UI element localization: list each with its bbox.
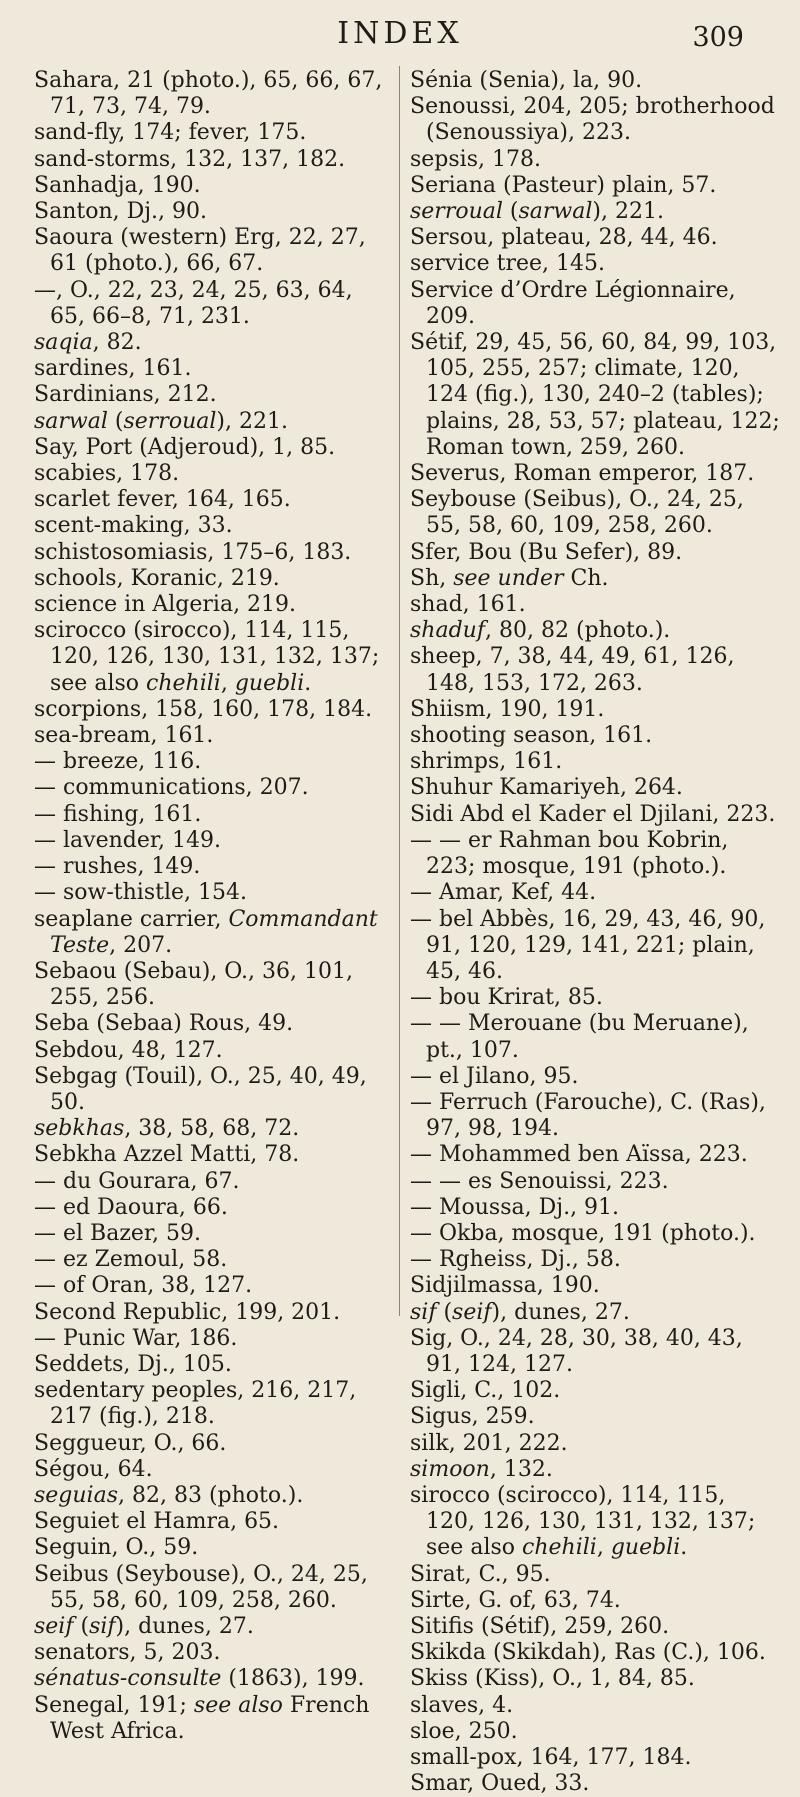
page-header [0, 12, 800, 56]
index-entry: Saoura (western) Erg, 22, 27, 61 (photo.), 66, 67. [34, 225, 366, 277]
index-entry: scent-making, 33. [34, 513, 233, 539]
index-entry: slaves, 4. [410, 1692, 514, 1718]
index-entry: sand-storms, 132, 137, 182. [34, 146, 346, 172]
index-entry: silk, 201, 222. [410, 1430, 568, 1456]
index-entry: Seibus (Seybouse), O., 24, 25, 55, 58, 60, 109, 258, 260. [34, 1561, 368, 1613]
index-entry: Sfer, Bou (Bu Sefer), 89. [410, 539, 683, 565]
index-entry: sloe, 250. [410, 1718, 518, 1744]
index-entry: Sebkha Azzel Matti, 78. [34, 1142, 300, 1168]
index-entry: Severus, Roman emperor, 187. [410, 461, 755, 487]
index-entry: sif (seif), dunes, 27. [410, 1299, 630, 1325]
index-entry: sheep, 7, 38, 44, 49, 61, 126, 148, 153, 172, 263. [410, 644, 735, 696]
index-entry: Santon, Dj., 90. [34, 199, 208, 225]
index-entry: Sidi Abd el Kader el Djilani, 223. [410, 801, 776, 827]
index-entry: sea-bream, 161. [34, 723, 214, 749]
page-number: 309 [692, 22, 744, 53]
index-entry: — breeze, 116. [34, 749, 202, 775]
index-entry: Sahara, 21 (photo.), 65, 66, 67, 71, 73, 74, 79. [34, 68, 383, 120]
index-entry: senators, 5, 203. [34, 1640, 221, 1666]
column-divider [399, 66, 400, 1316]
index-entry: shrimps, 161. [410, 749, 563, 775]
index-entry: sedentary peoples, 216, 217, 217 (fig.), 218. [34, 1378, 357, 1430]
index-entry: Seybouse (Seibus), O., 24, 25, 55, 58, 60, 109, 258, 260. [410, 487, 744, 539]
index-entry: sebkhas, 38, 58, 68, 72. [34, 1116, 300, 1142]
index-entry: Seriana (Pasteur) plain, 57. [410, 172, 717, 198]
index-entry: Senegal, 191; see also French West Africa. [34, 1692, 370, 1744]
index-entry: shad, 161. [410, 592, 526, 618]
index-entry: Senoussi, 204, 205; brotherhood (Senoussiya), 223. [410, 94, 775, 146]
index-entry: Seba (Sebaa) Rous, 49. [34, 1011, 294, 1037]
index-entry: sarwal (serroual), 221. [34, 408, 288, 434]
index-entry: — — Merouane (bu Meruane), pt., 107. [410, 1011, 749, 1063]
index-entry: Sitifis (Sétif), 259, 260. [410, 1613, 670, 1639]
index-entry: Sidjilmassa, 190. [410, 1273, 600, 1299]
index-entry: Sigus, 259. [410, 1404, 535, 1430]
index-column-right [410, 68, 780, 1797]
index-entry: — — es Senouissi, 223. [410, 1168, 669, 1194]
index-entry: sénatus-consulte (1863), 199. [34, 1666, 365, 1692]
index-entry: small-pox, 164, 177, 184. [410, 1745, 692, 1770]
index-entry: saqia, 82. [34, 330, 142, 356]
index-entry: — ez Zemoul, 58. [34, 1247, 228, 1273]
index-entry: sand-fly, 174; fever, 175. [34, 120, 307, 146]
index-entry: Sebaou (Sebau), O., 36, 101, 255, 256. [34, 958, 353, 1011]
index-column-left [34, 68, 386, 1745]
index-entry: — Ferruch (Farouche), C. (Ras), 97, 98, 194. [410, 1089, 766, 1142]
index-entry: — Mohammed ben Aïssa, 223. [410, 1142, 748, 1168]
index-entry: Sigli, C., 102. [410, 1378, 561, 1404]
index-entry: — el Jilano, 95. [410, 1063, 579, 1089]
index-entry: Sirte, G. of, 63, 74. [410, 1587, 621, 1613]
index-entry: — el Bazer, 59. [34, 1220, 202, 1246]
index-entry: — — er Rahman bou Kobrin, 223; mosque, 191 (photo.). [410, 827, 729, 880]
index-entry: Ségou, 64. [34, 1456, 153, 1482]
index-entry: — bou Krirat, 85. [410, 985, 603, 1011]
index-entry: schools, Koranic, 219. [34, 565, 280, 591]
index-entry: seguias, 82, 83 (photo.). [34, 1482, 304, 1508]
index-entry: serroual (sarwal), 221. [410, 199, 664, 225]
index-entry: — Rgheiss, Dj., 58. [410, 1247, 621, 1273]
index-entry: Seguiet el Hamra, 65. [34, 1509, 280, 1535]
index-entry: Say, Port (Adjeroud), 1, 85. [34, 434, 336, 460]
index-entry: Sersou, plateau, 28, 44, 46. [410, 225, 718, 251]
index-entry: — ed Daoura, 66. [34, 1194, 228, 1220]
page-title: INDEX [337, 16, 463, 51]
index-entry: Skiss (Kiss), O., 1, 84, 85. [410, 1666, 695, 1692]
index-entry: Smar, Oued, 33. [410, 1771, 590, 1797]
index-entry: Seddets, Dj., 105. [34, 1351, 232, 1377]
index-entry: sirocco (scirocco), 114, 115, 120, 126, 130, 131, 132, 137; see also chehili, guebli. [410, 1482, 756, 1561]
index-entry: shooting season, 161. [410, 723, 653, 749]
index-entry: sepsis, 178. [410, 146, 541, 172]
index-entry: service tree, 145. [410, 251, 605, 277]
index-entry: seif (sif), dunes, 27. [34, 1613, 254, 1639]
index-entry: Sanhadja, 190. [34, 172, 201, 198]
index-entry: Sénia (Senia), la, 90. [410, 68, 643, 93]
index-entry: Service d’Ordre Légionnaire, 209. [410, 277, 736, 329]
index-entry: — du Gourara, 67. [34, 1168, 240, 1194]
index-entry: seaplane carrier, Commandant Teste, 207. [34, 906, 378, 958]
index-entry: scabies, 178. [34, 461, 180, 487]
index-entry: scorpions, 158, 160, 178, 184. [34, 696, 373, 722]
index-entry: scarlet fever, 164, 165. [34, 487, 291, 513]
index-entry: Sig, O., 24, 28, 30, 38, 40, 43, 91, 124, 127. [410, 1325, 743, 1377]
index-entry: Skikda (Skikdah), Ras (C.), 106. [410, 1640, 766, 1666]
index-entry: sardines, 161. [34, 356, 192, 382]
index-entry: Second Republic, 199, 201. [34, 1299, 341, 1325]
index-entry: — rushes, 149. [34, 854, 201, 880]
index-entry: — bel Abbès, 16, 29, 43, 46, 90, 91, 120, 129, 141, 221; plain, 45, 46. [410, 906, 766, 984]
index-entry: Shuhur Kamariyeh, 264. [410, 775, 683, 801]
index-entry: — of Oran, 38, 127. [34, 1273, 253, 1299]
index-entry: Sardinians, 212. [34, 382, 217, 408]
index-entry: science in Algeria, 219. [34, 592, 297, 618]
index-entry: — sow-thistle, 154. [34, 880, 247, 906]
index-entry: scirocco (sirocco), 114, 115, 120, 126, 130, 131, 132, 137; see also chehili, guebli. [34, 618, 380, 696]
index-entry: Sétif, 29, 45, 56, 60, 84, 99, 103, 105, 255, 257; climate, 120, 124 (fig.), 130, 240–2 (tables); plains, 28, 53, 57; plateau, 122; Roman town, 259, 260. [410, 330, 780, 460]
index-entry: — Okba, mosque, 191 (photo.). [410, 1220, 756, 1246]
index-entry: — Amar, Kef, 44. [410, 880, 597, 906]
index-entry: Sebdou, 48, 127. [34, 1037, 223, 1063]
index-entry: — communications, 207. [34, 775, 309, 801]
index-entry: — fishing, 161. [34, 801, 202, 827]
index-entry: Seggueur, O., 66. [34, 1430, 227, 1456]
index-entry: — Punic War, 186. [34, 1325, 238, 1351]
index-entry: Sebgag (Touil), O., 25, 40, 49, 50. [34, 1063, 367, 1115]
index-entry: — lavender, 149. [34, 827, 221, 853]
index-entry: Sirat, C., 95. [410, 1561, 551, 1587]
index-entry: Sh, see under Ch. [410, 565, 609, 591]
index-entry: simoon, 132. [410, 1456, 553, 1482]
index-entry: Shiism, 190, 191. [410, 696, 605, 722]
index-entry: — Moussa, Dj., 91. [410, 1194, 620, 1220]
index-entry: —, O., 22, 23, 24, 25, 63, 64, 65, 66–8, 71, 231. [34, 277, 353, 329]
index-entry: shaduf, 80, 82 (photo.). [410, 618, 671, 644]
index-entry: schistosomiasis, 175–6, 183. [34, 539, 352, 565]
index-entry: Seguin, O., 59. [34, 1535, 199, 1561]
